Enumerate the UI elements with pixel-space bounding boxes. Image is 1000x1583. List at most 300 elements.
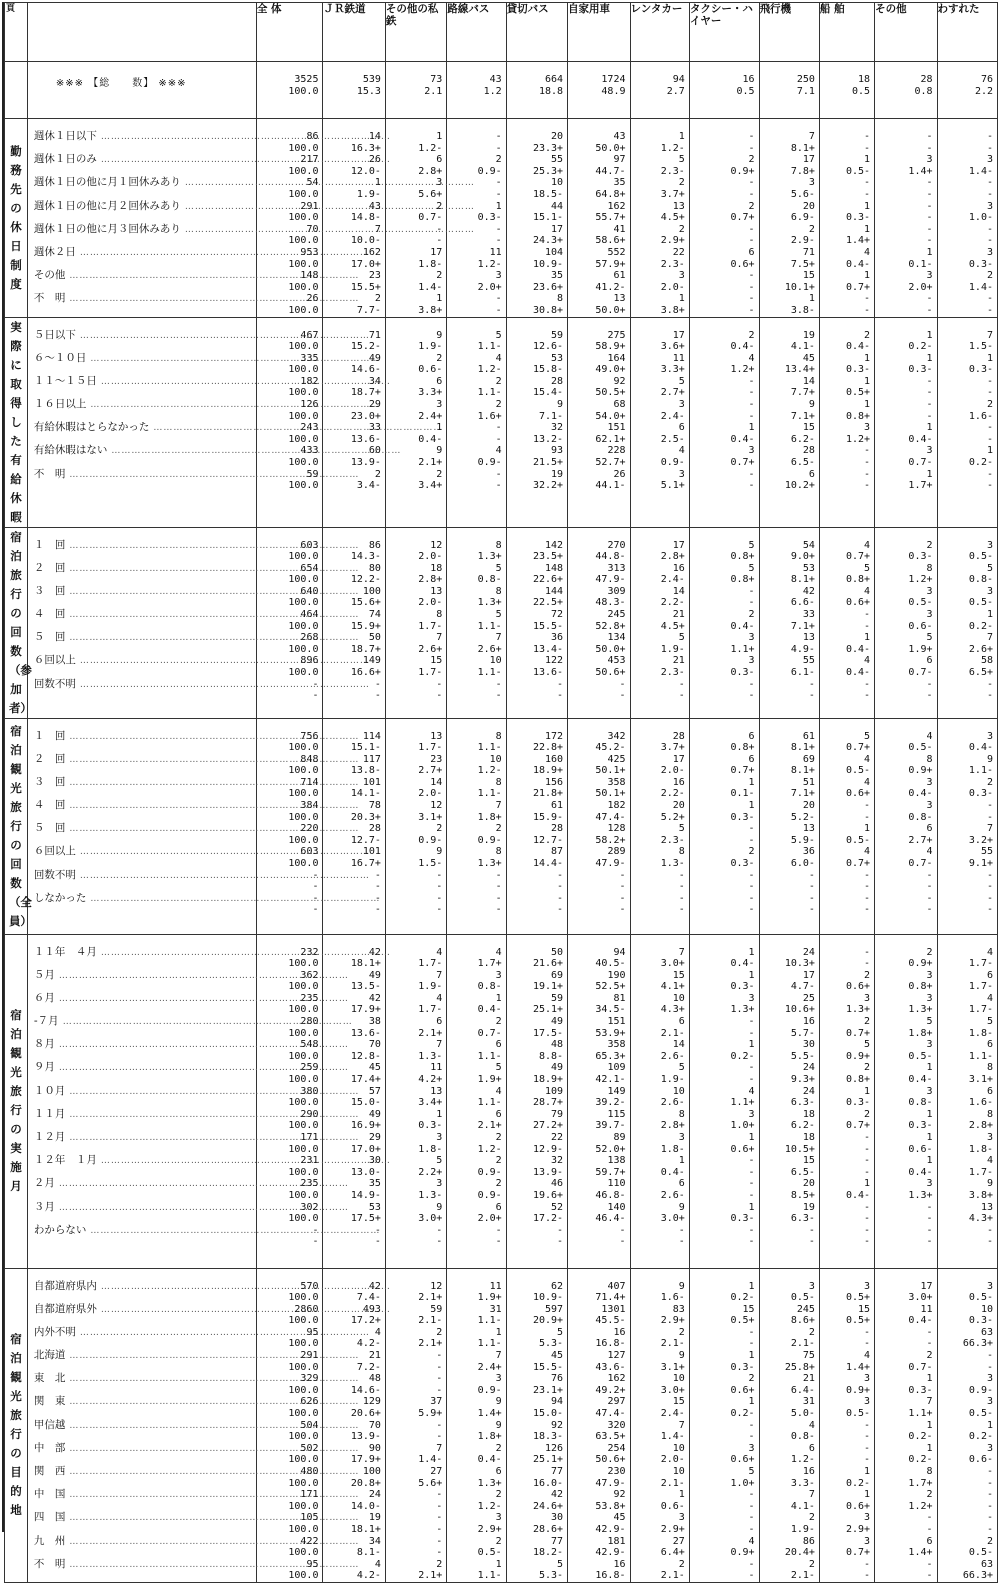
count-value: 2 xyxy=(926,1350,933,1362)
percent-value: 0.9- xyxy=(477,457,502,469)
count-value: 2 xyxy=(864,1016,871,1028)
data-column-cell xyxy=(506,317,567,527)
count-value: 5 xyxy=(864,562,871,574)
count-value: 5 xyxy=(864,730,871,742)
count-value: 2 xyxy=(864,1062,871,1074)
percent-value: - xyxy=(748,1236,755,1248)
col-header: 路線バス xyxy=(447,3,506,62)
percent-value: - xyxy=(926,212,933,224)
count-value: 42 xyxy=(368,1280,381,1292)
count-value: 69 xyxy=(802,753,815,765)
percent-value: 1.1- xyxy=(477,788,502,800)
percent-value: 64.8+ xyxy=(595,188,626,200)
count-value: - xyxy=(864,1442,871,1454)
count-value: - xyxy=(748,1016,755,1028)
percent-value: 1.3- xyxy=(418,1050,443,1062)
count-value: - xyxy=(495,293,502,305)
row-label-text: ４ 回 xyxy=(33,799,66,812)
row-label-text: 有給休暇はとらなかった xyxy=(33,421,150,434)
count-value: - xyxy=(748,1489,755,1501)
count-value: 182 xyxy=(300,375,319,387)
section-row xyxy=(5,317,998,527)
count-value: 42 xyxy=(368,992,381,1004)
percent-value: 1.7- xyxy=(968,1004,993,1016)
percent-value: 1.1- xyxy=(477,620,502,632)
count-value: 13 xyxy=(430,730,443,742)
count-value: 6 xyxy=(436,154,443,166)
percent-value: 1.4+ xyxy=(845,235,871,247)
count-value: 1 xyxy=(986,352,993,364)
data-column-cell xyxy=(568,718,630,934)
percent-value: 12.9- xyxy=(532,1143,564,1155)
total-pct: 18.8 xyxy=(538,85,564,97)
count-value: 245 xyxy=(796,1303,815,1315)
count-value: 2 xyxy=(374,468,381,480)
count-value: 17 xyxy=(672,753,685,765)
count-value: 8 xyxy=(678,1108,685,1120)
percent-value: 1.6+ xyxy=(477,410,502,422)
count-value: 1 xyxy=(748,1039,755,1051)
count-value: 3 xyxy=(926,270,933,282)
percent-value: - xyxy=(495,1236,502,1248)
percent-value: - xyxy=(986,690,993,702)
count-value: 172 xyxy=(545,730,564,742)
count-value: 55 xyxy=(802,655,815,667)
percent-value: 0.5+ xyxy=(845,1315,871,1327)
count-value: - xyxy=(926,892,933,904)
percent-value: 0.3- xyxy=(730,981,755,993)
percent-value: 1.6- xyxy=(660,1292,685,1304)
percent-value: - xyxy=(436,1547,443,1559)
count-value: 3 xyxy=(748,1108,755,1120)
count-value: 1 xyxy=(926,1155,933,1167)
count-value: 3 xyxy=(986,1442,993,1454)
count-value: - xyxy=(926,223,933,235)
percent-value: - xyxy=(374,690,381,702)
count-value: 18 xyxy=(802,1132,815,1143)
percent-value: 2.8+ xyxy=(660,551,685,563)
percent-value: 18.5- xyxy=(532,188,564,200)
percent-value: 14.0- xyxy=(350,1500,381,1512)
count-value: 114 xyxy=(362,730,381,742)
percent-value: 0.9+ xyxy=(908,958,933,970)
percent-value: 49.0+ xyxy=(595,364,626,376)
percent-value: - xyxy=(436,1361,443,1373)
count-value: 7 xyxy=(986,823,993,835)
data-column-cell xyxy=(630,1268,689,1582)
row-label-text: 週休１日の他に月１回休みあり xyxy=(33,176,181,189)
row-label xyxy=(34,632,250,655)
percent-value: 1.0+ xyxy=(730,1477,755,1489)
count-value: 45 xyxy=(802,352,815,364)
percent-value: 9.3+ xyxy=(790,1074,815,1086)
percent-value: - xyxy=(986,1236,993,1248)
percent-value: 13.9- xyxy=(532,1166,564,1178)
row-label xyxy=(34,330,250,353)
percent-value: 46.4- xyxy=(595,1213,626,1225)
count-value: 15 xyxy=(802,422,815,434)
percent-value: 13.4+ xyxy=(784,364,815,376)
percent-value: 0.7+ xyxy=(845,1120,871,1132)
percent-value: 50.6+ xyxy=(595,1454,626,1466)
percent-value: 22.6+ xyxy=(532,574,564,586)
count-value: - xyxy=(748,823,755,835)
count-value: 10 xyxy=(672,1466,685,1477)
row-label-text: 自都道府県外 xyxy=(33,1302,97,1315)
count-value: 220 xyxy=(300,823,319,835)
count-value: - xyxy=(436,892,443,904)
percent-value: 1.7- xyxy=(418,742,443,754)
percent-value: 0.8- xyxy=(477,981,502,993)
percent-value: 0.4- xyxy=(730,620,755,632)
count-value: 2 xyxy=(808,1558,815,1570)
count-value: 128 xyxy=(607,823,626,835)
section-title xyxy=(5,718,32,934)
count-value: 162 xyxy=(607,1373,626,1385)
count-value: 1 xyxy=(495,1558,502,1570)
row-label-text: 四 国 xyxy=(33,1511,66,1524)
percent-value: 100.0 xyxy=(288,364,319,376)
count-value: 160 xyxy=(545,753,564,765)
count-value: - xyxy=(986,131,993,142)
count-value: 36 xyxy=(802,846,815,858)
count-value: 9 xyxy=(495,1396,502,1408)
count-value: - xyxy=(864,800,871,812)
percent-value: 32.2+ xyxy=(532,480,564,492)
count-value: 19 xyxy=(368,1512,381,1524)
row-label xyxy=(34,823,250,846)
row-label xyxy=(34,1489,250,1512)
percent-value: - xyxy=(619,1236,626,1248)
percent-value: 2.1- xyxy=(660,1027,685,1039)
data-column-cell xyxy=(506,1268,567,1582)
count-value: 3 xyxy=(436,1132,443,1143)
percent-value: 100.0 xyxy=(288,1292,319,1304)
count-value: 7 xyxy=(436,1442,443,1454)
row-label xyxy=(34,1304,250,1327)
row-label-text: ５月 xyxy=(33,968,55,981)
count-value: 10 xyxy=(672,1085,685,1097)
total-pct: 0.5 xyxy=(852,85,871,97)
percent-value: 6.3- xyxy=(790,1213,815,1225)
count-value: - xyxy=(986,1466,993,1477)
count-value: 714 xyxy=(300,776,319,788)
count-value: 3 xyxy=(986,1132,993,1143)
count-value: - xyxy=(436,1512,443,1524)
count-value: 1 xyxy=(926,246,933,258)
count-value: 20 xyxy=(551,131,564,142)
data-column-cell xyxy=(568,527,630,718)
count-value: 8 xyxy=(986,1108,993,1120)
percent-value: - xyxy=(864,457,871,469)
percent-value: 0.7+ xyxy=(730,765,755,777)
row-label xyxy=(34,1466,250,1489)
percent-value: 2.0+ xyxy=(477,1213,502,1225)
count-value: 81 xyxy=(613,992,626,1004)
percent-value: 0.7+ xyxy=(845,858,871,870)
count-value: 30 xyxy=(802,1039,815,1051)
data-column-cell xyxy=(447,1268,506,1582)
leader-dots xyxy=(101,1155,391,1167)
count-value: 232 xyxy=(300,946,319,958)
percent-value: 1.9+ xyxy=(477,1074,502,1086)
row-label xyxy=(34,1327,250,1350)
count-value: 3 xyxy=(864,422,871,434)
col-header: わすれた xyxy=(937,3,997,62)
percent-value: 15.0- xyxy=(350,1097,381,1109)
row-labels xyxy=(27,934,256,1268)
count-value: 15 xyxy=(672,1396,685,1408)
count-value: 1 xyxy=(864,352,871,364)
count-value: 28 xyxy=(802,445,815,457)
count-value: 16 xyxy=(613,1326,626,1338)
count-value: 49 xyxy=(551,1016,564,1028)
count-value: - xyxy=(557,892,564,904)
percent-value: 49.2+ xyxy=(595,1384,626,1396)
count-value: - xyxy=(986,1512,993,1524)
count-value: 1 xyxy=(748,969,755,981)
percent-value: 1.9- xyxy=(790,1523,815,1535)
percent-value: 1.1+ xyxy=(730,643,755,655)
total-count: 73 xyxy=(430,74,443,85)
percent-value: 2.2- xyxy=(660,597,685,609)
row-label-text: 週休１日のみ xyxy=(33,153,97,166)
percent-value: 0.4- xyxy=(660,1166,685,1178)
percent-value: - xyxy=(495,142,502,154)
percent-value: - xyxy=(864,811,871,823)
percent-value: - xyxy=(864,1143,871,1155)
percent-value: - xyxy=(808,1236,815,1248)
percent-value: 0.4- xyxy=(908,1074,933,1086)
percent-value: 2.1- xyxy=(660,1338,685,1350)
count-value: 5 xyxy=(436,1155,443,1167)
row-label-text: ３ 回 xyxy=(33,584,66,597)
percent-value: - xyxy=(495,480,502,492)
count-value: 86 xyxy=(802,1535,815,1547)
percent-value: - xyxy=(986,811,993,823)
percent-value: 18.1+ xyxy=(350,1523,381,1535)
percent-value: 1.1- xyxy=(477,1315,502,1327)
percent-value: - xyxy=(495,433,502,445)
percent-value: 3.6+ xyxy=(660,341,685,353)
count-value: 654 xyxy=(300,562,319,574)
row-label-text: 東 北 xyxy=(33,1372,66,1385)
percent-value: 8.8- xyxy=(538,1050,564,1062)
percent-value: 50.6+ xyxy=(595,667,626,679)
percent-value: 0.5- xyxy=(790,1292,815,1304)
count-value: 59 xyxy=(551,992,564,1004)
percent-value: - xyxy=(748,1166,755,1178)
count-value: 23 xyxy=(368,270,381,282)
percent-value: - xyxy=(864,958,871,970)
count-value: 6 xyxy=(495,1201,502,1213)
percent-value: 100.0 xyxy=(288,1408,319,1420)
count-value: 14 xyxy=(368,131,381,142)
row-label xyxy=(34,1420,250,1443)
percent-value: - xyxy=(986,235,993,247)
count-value: 24 xyxy=(368,1489,381,1501)
row-label xyxy=(34,247,250,270)
percent-value: 2.1+ xyxy=(418,1570,443,1582)
row-label-text: 週休１日以下 xyxy=(33,130,97,142)
count-value: 6 xyxy=(808,468,815,480)
count-value: - xyxy=(986,422,993,434)
percent-value: 18.3- xyxy=(532,1431,564,1443)
total-pct: 2.7 xyxy=(666,85,685,97)
percent-value: 1.2- xyxy=(790,1454,815,1466)
percent-value: 0.3- xyxy=(845,212,871,224)
row-label xyxy=(34,353,250,376)
row-label xyxy=(34,1396,250,1419)
percent-value: 50.5+ xyxy=(595,387,626,399)
count-value: 54 xyxy=(802,539,815,551)
count-value: 2 xyxy=(926,1489,933,1501)
count-value: - xyxy=(436,1489,443,1501)
percent-value: 1.3- xyxy=(660,858,685,870)
percent-value: 4.2+ xyxy=(418,1074,443,1086)
percent-value: 4.1+ xyxy=(660,981,685,993)
total-cell xyxy=(937,62,997,119)
percent-value: 0.6- xyxy=(908,620,933,632)
percent-value: 14.4- xyxy=(532,858,564,870)
percent-value: 0.7+ xyxy=(730,457,755,469)
count-value: 21 xyxy=(672,655,685,667)
count-value: 6 xyxy=(986,1085,993,1097)
percent-value: 2.7+ xyxy=(908,834,933,846)
row-label xyxy=(34,1512,250,1535)
percent-value: 6.5- xyxy=(790,457,815,469)
percent-value: 53.9+ xyxy=(595,1027,626,1039)
col-header: その他 xyxy=(875,3,937,62)
count-value: 42 xyxy=(368,946,381,958)
percent-value: 0.3- xyxy=(968,364,993,376)
count-value: 9 xyxy=(678,1350,685,1362)
percent-value: 0.3- xyxy=(908,364,933,376)
percent-value: 7.5+ xyxy=(790,258,815,270)
row-label xyxy=(34,422,250,445)
percent-value: 47.9- xyxy=(595,574,626,586)
percent-value: 1.1- xyxy=(477,742,502,754)
count-value: - xyxy=(986,800,993,812)
count-value: 480 xyxy=(300,1466,319,1477)
percent-value: 25.1+ xyxy=(532,1004,564,1016)
count-value: - xyxy=(312,678,319,690)
row-label-text: ５日以下 xyxy=(33,328,76,341)
count-value: - xyxy=(495,678,502,690)
count-value: 1 xyxy=(864,823,871,835)
percent-value: 0.8- xyxy=(790,1431,815,1443)
percent-value: 0.9- xyxy=(660,457,685,469)
percent-value: 21.6+ xyxy=(532,958,564,970)
count-value: - xyxy=(748,468,755,480)
count-value: 2 xyxy=(495,1132,502,1143)
total-cell xyxy=(630,62,689,119)
percent-value: 1.2+ xyxy=(845,433,871,445)
percent-value: 0.4- xyxy=(908,1166,933,1178)
count-value: 2 xyxy=(808,1512,815,1524)
percent-value: - xyxy=(986,904,993,916)
count-value: 235 xyxy=(300,992,319,1004)
count-value: 3 xyxy=(926,776,933,788)
percent-value: 2.8+ xyxy=(418,574,443,586)
count-value: - xyxy=(374,1224,381,1236)
percent-value: 0.5- xyxy=(968,1408,993,1420)
data-column-cell xyxy=(937,119,997,318)
percent-value: 66.3+ xyxy=(962,1570,993,1582)
percent-value: 42.9- xyxy=(595,1547,626,1559)
count-value: 9 xyxy=(678,1280,685,1292)
count-value: 15 xyxy=(802,1155,815,1167)
percent-value: - xyxy=(748,1189,755,1201)
percent-value: 13.0- xyxy=(350,1166,381,1178)
count-value: 2 xyxy=(436,270,443,282)
count-value: 4 xyxy=(864,846,871,858)
percent-value: - xyxy=(748,480,755,492)
percent-value: 50.0+ xyxy=(595,142,626,154)
percent-value: 5.5- xyxy=(790,1050,815,1062)
percent-value: - xyxy=(436,1384,443,1396)
percent-value: 1.3+ xyxy=(908,1004,933,1016)
count-value: 140 xyxy=(607,1201,626,1213)
row-label-text: 回数不明 xyxy=(33,868,76,881)
data-column-cell xyxy=(630,934,689,1268)
percent-value: 2.1- xyxy=(660,1477,685,1489)
percent-value: 21.5+ xyxy=(532,457,564,469)
count-value: 34 xyxy=(368,1535,381,1547)
count-value: 72 xyxy=(551,609,564,621)
count-value: - xyxy=(748,293,755,305)
percent-value: - xyxy=(926,881,933,893)
percent-value: 16.7+ xyxy=(350,858,381,870)
row-label-text: 不 明 xyxy=(33,1557,66,1570)
section-title xyxy=(5,317,28,527)
data-column-cell xyxy=(568,317,630,527)
percent-value: 0.5- xyxy=(968,551,993,563)
percent-value: 15.9+ xyxy=(350,620,381,632)
total-count: 539 xyxy=(362,74,381,85)
count-value: 13 xyxy=(802,632,815,644)
percent-value: 100.0 xyxy=(288,304,319,316)
percent-value: - xyxy=(312,1236,319,1248)
percent-value: 2.6- xyxy=(660,1189,685,1201)
count-value: 2 xyxy=(495,399,502,411)
count-value: - xyxy=(748,678,755,690)
data-column-cell xyxy=(759,527,819,718)
percent-value: - xyxy=(748,281,755,293)
percent-value: 0.5- xyxy=(908,597,933,609)
data-column-cell xyxy=(568,119,630,318)
percent-value: 100.0 xyxy=(288,643,319,655)
percent-value: 1.3+ xyxy=(477,597,502,609)
count-value: 70 xyxy=(368,1419,381,1431)
data-column-cell xyxy=(875,317,937,527)
count-value: 7 xyxy=(986,632,993,644)
percent-value: 100.0 xyxy=(288,574,319,586)
count-value: 6 xyxy=(926,823,933,835)
count-value: 129 xyxy=(362,1396,381,1408)
col-header: その他の私鉄 xyxy=(385,3,446,62)
count-value: 11 xyxy=(489,246,502,258)
count-value: 3 xyxy=(926,992,933,1004)
percent-value: - xyxy=(864,1570,871,1582)
count-value: 1 xyxy=(926,352,933,364)
count-value: 8 xyxy=(495,776,502,788)
percent-value: 12.6- xyxy=(532,341,564,353)
percent-value: 0.1- xyxy=(908,258,933,270)
count-value: 313 xyxy=(607,562,626,574)
percent-value: 7.1- xyxy=(538,410,564,422)
count-value: 2 xyxy=(986,776,993,788)
